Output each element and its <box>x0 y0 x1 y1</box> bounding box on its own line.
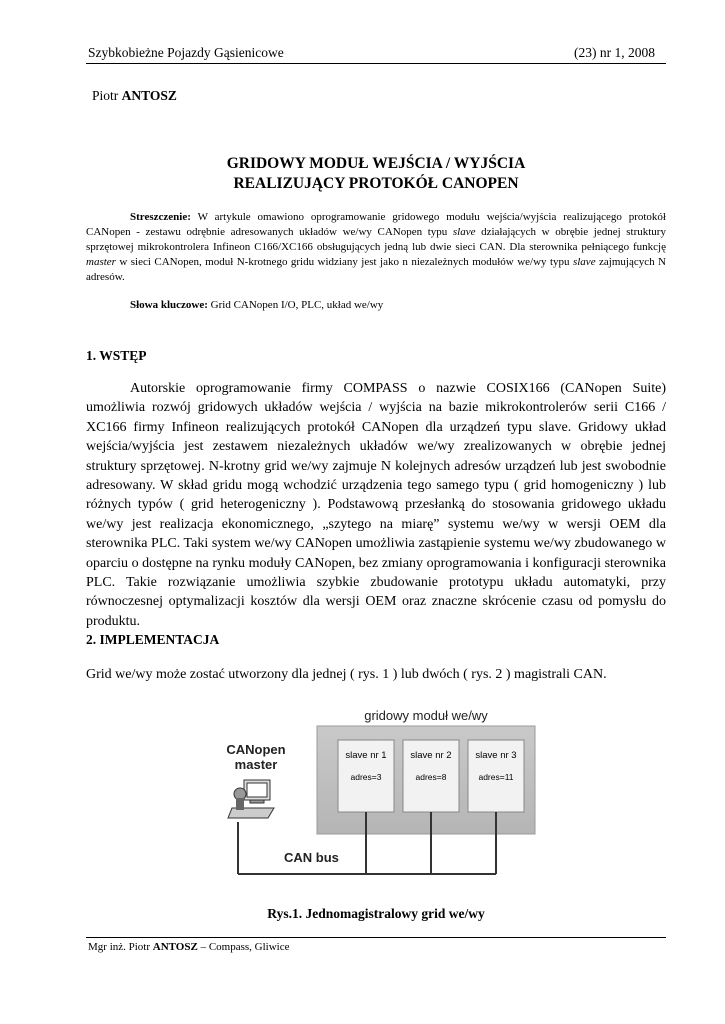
intro-paragraph: Autorskie oprogramowanie firmy COMPASS o nazwie COSIX166 (CANopen Suite) umożliwia rozwój gridowych układów wejścia / wyjścia na bazie mikrokontrolerów serii C166 / XC166 firmy Infineon realizujących protokół CANopen dla urządzeń typu slave. Gridowy układ wejścia/wyjścia jest zestawem niezależnych układów we/wy zrealizowanych w obrębie jednej struktury sprzętowej. N-krotny grid we/wy zajmuje N kolejnych adresów urządzeń lub jest swobodnie adresowany. W skład gridu mogą wchodzić urządzenia tego samego typu ( grid homogeniczny ) lub różnych typów ( grid heterogeniczny ). Podstawową przesłanką do stosowania gridowego układu we/wy jest realizacja ekonomicznego, „szytego na miarę” systemu we/wy w wersji OEM dla sterownika PLC. Taki system we/wy CANopen umożliwia zastąpienie systemu we/wy zbudowanego w oparciu o dostępne na rynku moduły CANopen, bez zmiany oprogramowania i konfiguracji sterownika PLC. Takie rozwiązanie umożliwia szybkie zbudowanie prototypu układu automatyki, przy równoczesnej optymalizacji kosztów dla wersji OEM oraz znaczne skrócenie czasu od pomysłu do produktu. <box>86 381 666 629</box>
figure-caption: Rys.1. Jednomagistralowy grid we/wy <box>267 906 485 921</box>
footer-affiliation <box>88 941 290 953</box>
slave-box-1 <box>338 740 394 812</box>
footer-name: ANTOSZ <box>152 941 198 953</box>
keywords <box>130 299 383 311</box>
title-line-2: REALIZUJĄCY PROTOKÓŁ CANOPEN <box>233 175 519 192</box>
slave-3-address: adres=11 <box>478 772 514 782</box>
header-divider <box>86 63 666 64</box>
abstract-text-1: W artykule omawiono oprogramowanie gridowego modułu wejścia/wyjścia realizującego protokół CANopen - zestawu odrębnie adresowanych układów we/wy CANopen typu <box>86 211 666 238</box>
figure-grid-diagram <box>200 702 560 902</box>
abstract-label: Streszczenie: <box>130 211 191 223</box>
abstract-master: master <box>86 256 116 268</box>
abstract-slave-2: slave <box>572 256 596 268</box>
section-heading-implementation: 2. IMPLEMENTACJA <box>86 632 220 647</box>
abstract-slave-1: slave <box>452 226 476 238</box>
author-first-name: Piotr <box>92 88 119 103</box>
title-line-1: GRIDOWY MODUŁ WEJŚCIA / WYJŚCIA <box>226 155 526 172</box>
footer-divider <box>86 937 666 938</box>
keywords-label: Słowa kluczowe: <box>130 299 208 311</box>
implementation-text: Grid we/wy może zostać utworzony dla jednej ( rys. 1 ) lub dwóch ( rys. 2 ) magistrali CAN. <box>86 667 607 682</box>
master-label-line-2: master <box>234 757 278 772</box>
author <box>92 88 177 104</box>
computer-icon <box>228 780 274 818</box>
author-last-name: ANTOSZ <box>121 88 177 103</box>
abstract-text-3: w sieci CANopen, moduł N-krotnego gridu widziany jest jako n niezależnych modułów we/wy typu <box>115 256 573 268</box>
slave-1-name: slave nr 1 <box>345 750 387 761</box>
abstract-text-4: zajmujących N adresów. <box>86 256 666 283</box>
module-title: gridowy moduł we/wy <box>364 708 488 723</box>
keywords-text: Grid CANopen I/O, PLC, układ we/wy <box>207 299 384 311</box>
slave-box-2 <box>403 740 459 812</box>
abstract <box>86 210 666 285</box>
slave-2-address: adres=8 <box>415 772 447 782</box>
issue-number: (23) nr 1, 2008 <box>574 45 655 60</box>
abstract-text-2: działających w obrębie jednej struktury sprzętowej mikrokontrolera Infineon C166/XC166 obsługujących jedną lub dwie sieci CAN. Dla sterownika pełniącego funkcję <box>86 226 666 253</box>
master-label-line-1: CANopen <box>226 742 286 757</box>
slave-3-name: slave nr 3 <box>475 750 517 761</box>
slave-2-name: slave nr 2 <box>410 750 452 761</box>
section-heading-intro: 1. WSTĘP <box>86 348 147 363</box>
footer-prefix: Mgr inż. Piotr <box>88 941 153 953</box>
footer-suffix: – Compass, Gliwice <box>197 941 290 953</box>
can-bus-label: CAN bus <box>284 850 339 865</box>
journal-name: Szybkobieżne Pojazdy Gąsienicowe <box>88 45 284 60</box>
slave-box-3 <box>468 740 524 812</box>
slave-1-address: adres=3 <box>350 772 382 782</box>
